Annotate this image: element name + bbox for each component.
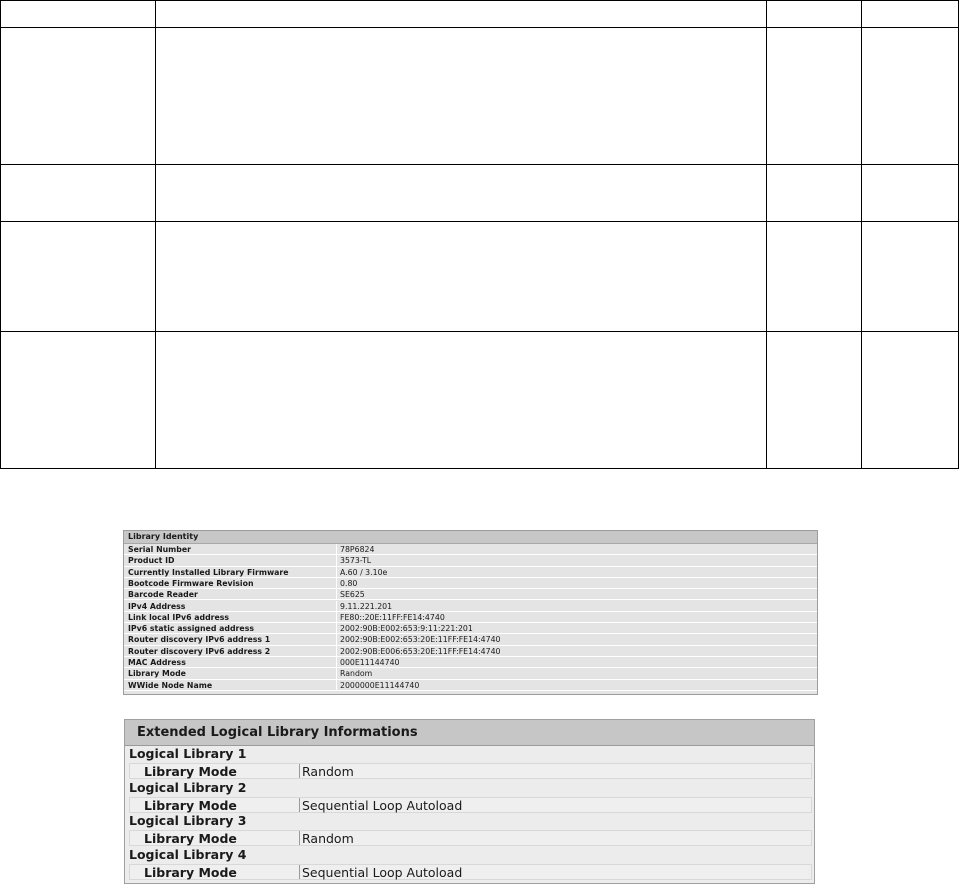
logical-library-name: Logical Library 4: [129, 846, 247, 862]
grid-line: [0, 221, 958, 222]
library-mode-row: [129, 830, 812, 846]
identity-row-label: MAC Address: [128, 658, 186, 667]
logical-library-name: Logical Library 2: [129, 779, 247, 795]
library-mode-row: [129, 864, 812, 880]
extended-logical-library-panel: [124, 719, 815, 884]
library-mode-label: Library Mode: [144, 797, 237, 813]
identity-row-value: SE625: [336, 589, 365, 600]
identity-row-label: Router discovery IPv6 address 1: [128, 635, 271, 645]
column-divider: [299, 831, 300, 845]
identity-row-value: 0.80: [336, 578, 357, 589]
identity-row: [124, 646, 817, 657]
logical-library-name: Logical Library 3: [129, 813, 247, 828]
identity-row-label: IPv4 Address: [128, 601, 186, 611]
grid-line: [0, 331, 958, 332]
identity-row: [124, 680, 817, 691]
grid-line: [0, 164, 958, 165]
identity-row-label: Currently Installed Library Firmware: [128, 567, 289, 577]
library-mode-value: Sequential Loop Autoload: [302, 864, 463, 880]
identity-row: [124, 578, 817, 589]
identity-row-label: Bootcode Firmware Revision: [128, 578, 254, 588]
library-identity-title: Library Identity: [128, 532, 199, 541]
identity-row: [124, 555, 817, 566]
identity-row-value: 2002:90B:E002:653:20E:11FF:FE14:4740: [336, 634, 501, 645]
library-mode-value: Random: [302, 764, 354, 779]
identity-row: [124, 544, 817, 555]
identity-row-label: IPv6 static assigned address: [128, 624, 254, 634]
identity-row-value: 000E11144740: [336, 657, 400, 668]
library-mode-label: Library Mode: [144, 764, 237, 779]
library-mode-label: Library Mode: [144, 864, 237, 880]
library-mode-value: Random: [302, 831, 354, 846]
library-identity-panel: [123, 530, 818, 695]
grid-line: [155, 0, 156, 469]
identity-row-value: A.60 / 3.10e: [336, 567, 387, 578]
identity-row-value: 3573-TL: [336, 555, 371, 566]
identity-row-value: 2002:90B:E002:653:9:11:221:201: [336, 623, 473, 634]
identity-row-value: 2002:90B:E006:653:20E:11FF:FE14:4740: [336, 646, 501, 657]
identity-row-value: 9.11.221.201: [336, 601, 392, 612]
identity-row-label: Serial Number: [128, 545, 191, 554]
extended-logical-library-title: Extended Logical Library Informations: [137, 725, 418, 740]
identity-row: [124, 601, 817, 612]
identity-row: [124, 612, 817, 623]
grid-line: [0, 0, 958, 1]
grid-line: [0, 27, 958, 28]
identity-row: [124, 668, 817, 679]
identity-row-label: Library Mode: [128, 669, 186, 679]
grid-line: [0, 468, 958, 469]
column-divider: [299, 798, 300, 812]
identity-row: [124, 567, 817, 578]
identity-row-value: 2000000E11144740: [336, 680, 419, 691]
library-mode-row: [129, 797, 812, 813]
grid-line: [766, 0, 767, 469]
column-divider: [299, 764, 300, 778]
identity-row-label: WWide Node Name: [128, 680, 213, 690]
library-mode-label: Library Mode: [144, 831, 237, 846]
grid-line: [0, 0, 1, 469]
identity-row-label: Barcode Reader: [128, 590, 198, 600]
library-mode-row: [129, 763, 812, 779]
logical-library-name: Logical Library 1: [129, 746, 247, 761]
column-divider: [299, 865, 300, 879]
identity-row-value: Random: [336, 668, 372, 679]
identity-row-value: 78P6824: [336, 544, 374, 555]
identity-row-label: Product ID: [128, 556, 175, 566]
identity-row-label: Router discovery IPv6 address 2: [128, 646, 271, 656]
library-identity-header: [124, 531, 817, 544]
identity-row: [124, 589, 817, 600]
library-mode-value: Sequential Loop Autoload: [302, 797, 463, 813]
identity-row-label: Link local IPv6 address: [128, 612, 230, 622]
identity-row: [124, 623, 817, 634]
grid-line: [861, 0, 862, 469]
identity-row: [124, 634, 817, 645]
identity-row: [124, 657, 817, 668]
identity-row-value: FE80::20E:11FF:FE14:4740: [336, 612, 445, 623]
extended-logical-library-header: [125, 720, 814, 746]
